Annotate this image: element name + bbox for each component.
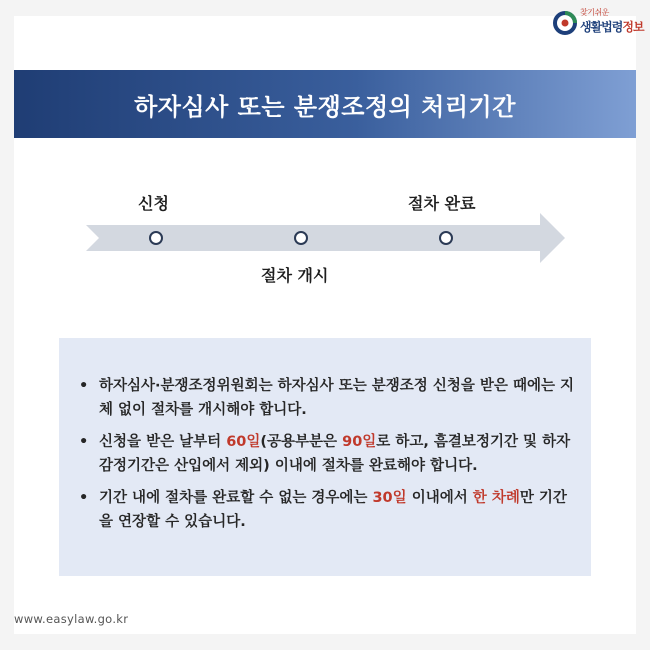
page-title: 하자심사 또는 분쟁조정의 처리기간 (134, 92, 516, 121)
info-item (79, 486, 577, 534)
highlighted-text: 한 차례 (472, 490, 520, 506)
info-text: 하자심사·분쟁조정위원회는 하자심사 또는 분쟁조정 신청을 받은 때에는 지체 없이 절차를 개시해야 합니다. (99, 378, 575, 418)
info-list (79, 374, 577, 534)
logo-name-part2: 정보 (622, 20, 644, 34)
info-text: 만 기간을 연장할 수 있습니다. (99, 490, 567, 530)
logo-tagline: 찾기쉬운 (580, 8, 609, 17)
logo-name-part1: 생활법령 (580, 20, 623, 34)
info-text: 로 하고, 흠결보정기간 및 하자감정기간은 산입에서 제외) 이내에 절차를 완료해야 합니다. (99, 434, 571, 474)
logo-mark-icon (552, 10, 578, 36)
info-item (79, 430, 577, 478)
site-url[interactable]: www.easylaw.go.kr (14, 612, 129, 626)
bullet-icon: • (79, 490, 89, 506)
highlighted-text: 90일 (342, 434, 377, 450)
highlighted-text: 30일 (372, 490, 407, 506)
info-item (79, 374, 577, 422)
step-label-start: 절차 개시 (261, 266, 329, 285)
step-label-complete: 절차 완료 (408, 194, 476, 213)
info-text: (공용부분은 (260, 434, 343, 450)
title-banner (14, 70, 636, 138)
info-text: 신청을 받은 날부터 (99, 434, 227, 450)
info-text: 이내에서 (406, 490, 473, 506)
logo-name (580, 18, 644, 35)
easylaw-logo[interactable] (552, 4, 644, 44)
info-text: 기간 내에 절차를 완료할 수 없는 경우에는 (99, 490, 373, 506)
highlighted-text: 60일 (226, 434, 261, 450)
info-box (59, 338, 591, 576)
bullet-icon: • (79, 378, 89, 394)
step-label-apply: 신청 (138, 194, 169, 213)
bullet-icon: • (79, 434, 89, 450)
